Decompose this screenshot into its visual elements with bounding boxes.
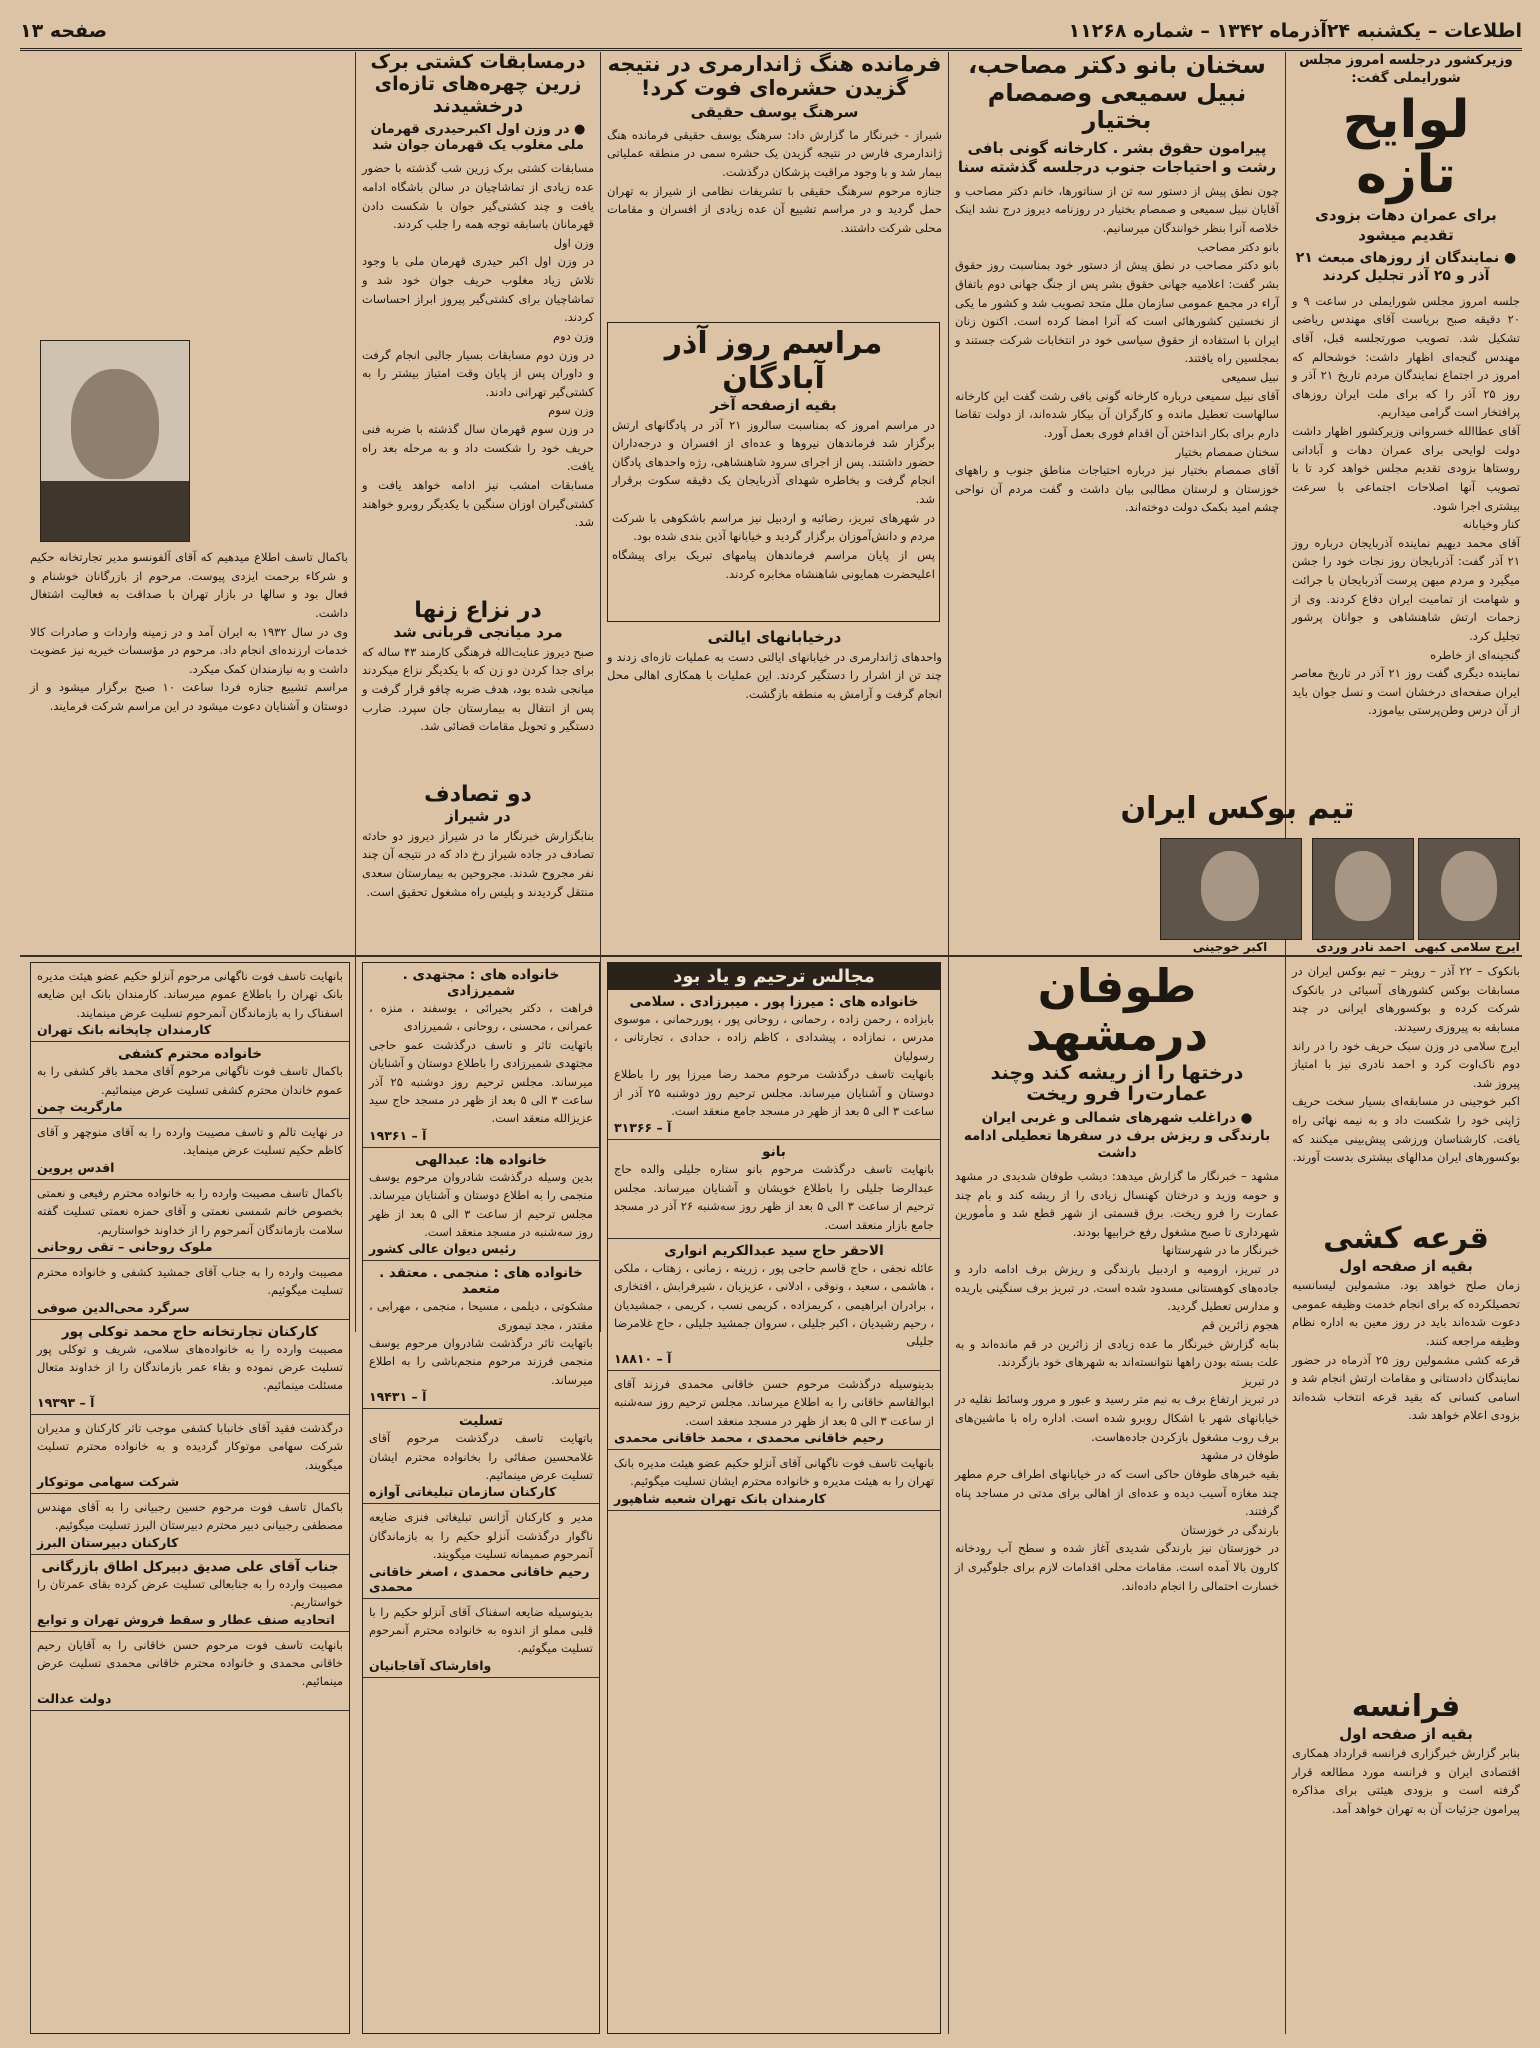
notice-title: کارکنان تجارتخانه حاج محمد توکلی پور bbox=[61, 1323, 319, 1340]
notice-signature: رئیس دیوان عالی کشور bbox=[369, 1241, 517, 1257]
column-rule bbox=[948, 962, 949, 2034]
boxing-report bbox=[1292, 962, 1520, 1217]
notice-body: مصیبت وارده را به جناب آقای جمشید کشفی و خانواده محترم تسلیت میگوئیم. bbox=[33, 1264, 343, 1298]
notice-body: مشکوتی ، دیلمی ، مسیحا ، منجمی ، مهرابی ، مقتدر ، مجد تیموری باتهایت تاثر درگذشت شادروان مرحوم یوسف منجمی فرزند مرحوم منجم‌باشی را به اطلاع میرساند. bbox=[369, 1299, 593, 1387]
lead-kicker: وزیرکشور درجلسه امروز مجلس شورایملی گفت: bbox=[1299, 52, 1513, 86]
boxing-headline: تیم بوکس ایران bbox=[1120, 791, 1355, 826]
notice-body: باتهایت تاسف درگذشت مرحوم آقای غلامحسین صفائی را بخانواده محترم ایشان تسلیت عرض مینمائیم. bbox=[365, 1431, 593, 1483]
memorial-notice-list bbox=[608, 990, 940, 1511]
wrestling-subhead: ● در وزن اول اکبرحیدری قهرمان ملی مغلوب یک قهرمان جوان شد bbox=[370, 121, 586, 154]
notice-signature: آ – ۱۹۳۹۳ bbox=[37, 1394, 95, 1410]
notice-body: مصیبت وارده را به جنابعالی تسلیت عرض کرده بقای عمرتان را خواستاریم. bbox=[33, 1576, 343, 1610]
storm-subhead-2: ● دراغلب شهرهای شمالی و غربی ایران بارندگی و ریزش برف در سفرها تعطیلی ادامه داشت bbox=[963, 1110, 1271, 1162]
wrestling-headline: درمسابقات کشتی برک زرین چهره‌های تازه‌ای درخشیدند bbox=[370, 51, 586, 117]
notice-signature: رحیم خاقانی محمدی ، اصغر خاقانی محمدی bbox=[369, 1563, 590, 1594]
section-rule bbox=[20, 955, 1522, 957]
notice-title: خانواده های : منجمی . معتقد . متعمد bbox=[379, 1265, 583, 1298]
lead-subhead-2: ● نمایندگان از روزهای مبعث ۲۱ آذر و ۲۵ آذر تجلیل کردند bbox=[1295, 250, 1517, 285]
lottery-headline: قرعه کشی bbox=[1323, 1221, 1489, 1256]
gendarm-headline: درخیابانهای ایالتی bbox=[707, 628, 842, 646]
condolence-notice bbox=[608, 990, 940, 1140]
general-headline: فرمانده هنگ ژاندارمری در نتیجه گزیدن حشره‌ای فوت کرد! bbox=[607, 52, 942, 101]
condolence-notice-list bbox=[363, 963, 599, 1678]
notice-body: عائله نجفی ، حاج قاسم حاجی پور ، زرینه ، زمانی ، زهتاب ، ملکی ، هاشمی ، سعید ، ونوقی ، ادلانی ، عزیزیان ، شیرفرابش ، افتخاری ، برادران ابراهیمی ، کریمزاده ، کریمی نسب ، کریمی ، جمشیدیان ، رحیم رشیدیان ، اکبر جلیلی ، سروان جمشید جلیلی ، حاج غلامرضا جلیلی bbox=[610, 1260, 934, 1349]
notice-body: در نهایت تالم و تاسف مصیبت وارده را به آقای منوچهر و آقای کاظم حکیم تسلیت عرض مینماید. bbox=[33, 1124, 343, 1158]
condolence-notice bbox=[31, 1180, 349, 1259]
gendarm-body: واحدهای ژاندارمری در خیابانهای ایالتی دست به عملیات تازه‌ای زدند و چند تن از اشرار را دستگیر کردند. این عملیات با همکاری اهالی محل انجام گرفت و آرامش به منطقه بازگشت. bbox=[603, 649, 942, 701]
azarabadegan-subhead: بقیه ازصفحه آخر bbox=[710, 396, 837, 414]
condolence-notice bbox=[31, 1259, 349, 1320]
notice-title: تسلیت bbox=[458, 1413, 504, 1430]
accident-article bbox=[358, 782, 594, 950]
notice-body: بدین وسیله درگذشت شادروان مرحوم یوسف منجمی را به اطلاع دوستان و آشنایان میرساند. مجلس ترحیم از ساعت ۳ الی ۵ بعد از ظهر روز سه‌شنبه در مسجد منعقد است. bbox=[365, 1169, 593, 1239]
notice-signature: اتحادیه صنف عطار و سقط فروش تهران و توابع bbox=[37, 1611, 335, 1627]
column-rule bbox=[1285, 962, 1286, 2034]
condolence-notice bbox=[363, 1261, 599, 1409]
notice-signature: آ – ۱۸۸۱۰ bbox=[614, 1350, 672, 1366]
notice-body: بانهایت تاسف درگذشت مرحوم بانو ستاره جلیلی والده حاج عبدالرضا جلیلی را باطلاع خویشان و آشنایان میرساند. مجلس ترحیم از ساعت ۳ الی ۵ بعد از ظهر روز سه‌شنبه ۲۶ آذر در مسجد جامع بازار منعقد است. bbox=[610, 1162, 934, 1232]
speech-subhead: پیرامون حقوق بشر . کارخانه گونی بافی رشت و احتیاجات جنوب درجلسه گذشته سنا bbox=[957, 138, 1277, 177]
boxer-photo-3 bbox=[1160, 838, 1302, 940]
speech-body: چون نطق پیش از دستور سه تن از سناتورها، خانم دکتر مصاحب و آقایان نبیل سمیعی و صمصام بختیار در روزنامه دیروز درج نشد اینک خلاصه آنرا بنظر خوانندگان میرسانیم. بانو دکتر مصاحب بانو دکتر مصاحب در نطق پیش از دستور خود بمناسبت روز حقوق بشر گفت: اعلامیه جهانی حقوق بشر پس از جنگ جهانی دوم باتفاق آراء در مجمع عمومی سازمان ملل متحد تصویب شد و کشور ما یکی از نخستین کشورهائی است که آنرا امضا کرده است. اکنون زنان ایران با استفاده از حقوق سیاسی خود در انتخابات شرکت جستند و بمجلسین راه یافتند. نبیل سمیعی آقای نبیل سمیعی درباره کارخانه گونی بافی رشت گفت این کارخانه سالهاست تعطیل مانده و کارگران آن بیکار شده‌اند، از دولت تقاضا دارم برای بکار انداختن آن اقدام فوری بعمل آورد. سخنان صمصام بختیار آقای صمصام بختیار نیز درباره احتیاجات مناطق جنوب و راههای خوزستان و لرستان مطالبی بیان داشت و گفت مردم آن نواحی چشم امید بکمک دولت دوخته‌اند. bbox=[955, 183, 1280, 515]
notice-signature: آ – ۱۹۴۳۱ bbox=[369, 1389, 427, 1405]
notice-signature: دولت عدالت bbox=[37, 1690, 112, 1706]
notice-body: بدینوسیله ضایعه اسفناک آقای آنزلو حکیم را با قلبی مملو از اندوه به خانواده محترم آنمرحوم تسلیت میگوئیم. bbox=[365, 1604, 593, 1656]
lottery-subhead: بقیه از صفحه اول bbox=[1339, 1256, 1473, 1275]
boxer-photo-1 bbox=[1418, 838, 1520, 940]
mashhad-storm-article bbox=[955, 959, 1279, 2032]
condolence-notice bbox=[363, 963, 599, 1148]
notice-signature: ملوک روحانی – تقی روحانی bbox=[37, 1238, 213, 1254]
notice-signature: مارگریت چمن bbox=[37, 1098, 123, 1114]
notice-body: مدیر و کارکنان آژانس تبلیغاتی فنزی ضایعه ناگوار درگذشت آنزلو حکیم را به بازماندگان آنمرحوم صمیمانه تسلیت میگویند. bbox=[365, 1510, 593, 1562]
notice-signature: سرگرد محی‌الدین صوفی bbox=[37, 1299, 190, 1315]
notice-body: بانهایت تاسف فوت ناگهانی آقای آنزلو حکیم عضو هیئت مدیره بانک تهران را به هیئت مدیره و خانواده محترم ایشان تسلیت میگوئیم. bbox=[610, 1456, 934, 1489]
memorial-notices-column bbox=[607, 962, 941, 2034]
column-rule bbox=[355, 52, 356, 1332]
boxer-caption-3: اکبر خوجینی bbox=[1192, 940, 1268, 954]
notice-signature: کارمندان چاپخانه بانک تهران bbox=[37, 1022, 212, 1038]
condolence-notice bbox=[31, 1042, 349, 1119]
lottery-body: زمان صلح خواهد بود. مشمولین لیسانسیه تحصیلکرده که برای انجام خدمت وظیفه عمومی دعوت شده‌اند باید در روز معین به اداره نظام وظیفه مراجعه کنند. قرعه کشی مشمولین روز ۲۵ آذرماه در حضور نمایندگان دادستانی و مقامات ارتش انجام شد و اسامی کسانی که بقید قرعه انتخاب شده‌اند بزودی اعلام خواهد شد. bbox=[1292, 1278, 1520, 1423]
notice-signature: آ – ۳۱۳۶۶ bbox=[614, 1120, 672, 1136]
notice-title: جناب آقای علی صدیق دبیرکل اطاق بازرگانی bbox=[41, 1558, 339, 1575]
dispute-body: صبح دیروز عنایت‌الله فرهنگی کارمند ۴۳ ساله که برای جدا کردن دو زن که با یکدیگر نزاع میکردند میانجی شده بود، هدف ضربه چاقو قرار گرفت و پس از انتقال به بیمارستان جان سپرد. ضارب دستگیر و تحویل مقامات قضائی شد. bbox=[358, 644, 595, 734]
general-body: شیراز - خبرنگار ما گزارش داد: سرهنگ یوسف حقیقی فرمانده هنگ ژاندارمری فارس در نتیجه گزیدن یک حشره سمی در منطقه عملیاتی بیمار شد و با وجود مراقبت پزشکان درگذشت. جنازه مرحوم سرهنگ حقیقی با تشریفات نظامی از شیراز به تهران حمل گردید و در مراسم تشییع آن عده زیادی از افسران و مقامات محلی شرکت داشتند. bbox=[607, 127, 942, 235]
condolence-notice bbox=[31, 1555, 349, 1632]
condolence-notice bbox=[608, 1140, 940, 1239]
notice-title: خانواده های : مجتهدی . شمیرزادی bbox=[402, 967, 560, 999]
boxer-photo-2 bbox=[1312, 838, 1414, 940]
accident-body: بنابگزارش خبرنگار ما در شیراز دیروز دو حادثه تصادف در جاده شیراز رخ داد که در نتیجه آن چند نفر مجروح شدند. مجروحین به بیمارستان سعدی منتقل گردیدند و پلیس راه مشغول تحقیق است. bbox=[358, 828, 594, 899]
notice-title: بانو bbox=[762, 1144, 786, 1161]
dispute-subhead: مرد میانجی قربانی شد bbox=[393, 623, 563, 642]
condolence-notice bbox=[31, 1320, 349, 1415]
accident-headline: دو تصادف bbox=[424, 782, 532, 807]
condolence-notices-left bbox=[30, 962, 350, 2034]
notice-signature: آ – ۱۹۳۶۱ bbox=[369, 1127, 427, 1143]
boxer-caption-2: احمد نادر وردی bbox=[1316, 940, 1406, 954]
condolence-notice bbox=[31, 963, 349, 1042]
condolence-notice-list bbox=[31, 963, 349, 1711]
notice-body: باکمال تاسف فوت ناگهانی مرحوم آقای محمد باقر کشفی را به عموم خاندان محترم کشفی تسلیت عرض مینمائیم. bbox=[33, 1064, 343, 1097]
condolence-notice bbox=[31, 1415, 349, 1494]
column-rule bbox=[948, 52, 949, 982]
condolence-notice bbox=[31, 1632, 349, 1711]
notice-signature: شرکت سهامی موتوکار bbox=[37, 1474, 180, 1490]
condolence-notice bbox=[31, 1494, 349, 1555]
condolence-notice bbox=[608, 1450, 940, 1511]
notice-body: بدینوسیله درگذشت مرحوم حسن خاقانی محمدی فرزند آقای ابوالقاسم خاقانی را به اطلاع میرساند. مجلس ترحیم روز سه‌شنبه از ساعت ۳ الی ۵ بعد از ظهر در مسجد منعقد است. bbox=[610, 1376, 934, 1428]
notice-signature: کارکنان سازمان تبلیغاتی آوازه bbox=[369, 1484, 557, 1500]
boxer-caption-1: ایرج سلامی کبهی bbox=[1414, 940, 1520, 954]
memorial-banner: مجالس ترحیم و یاد بود bbox=[608, 963, 940, 990]
condolence-notice bbox=[363, 1504, 599, 1598]
column-rule bbox=[600, 52, 601, 1332]
storm-subhead: درختها را از ریشه کند وچند عمارت‌را فرو ریخت bbox=[990, 1061, 1244, 1106]
accident-subhead: در شیراز bbox=[445, 807, 511, 826]
lottery-article bbox=[1292, 1222, 1520, 1682]
dispute-article bbox=[358, 598, 595, 776]
notice-signature: رحیم خاقانی محمدی ، محمد خاقانی محمدی bbox=[614, 1430, 884, 1446]
notice-signature: کارکنان دبیرستان البرز bbox=[37, 1534, 179, 1550]
wrestling-body: مسابقات کشتی برک زرین شب گذشته با حضور عده زیادی از تماشاچیان در سالن باشگاه ادامه یافت و چند کشتی‌گیر جوان با شکست دادن قهرمانان باسابقه توجه همه را جلب کردند. وزن اول در وزن اول اکبر حیدری قهرمان ملی با وجود تلاش زیاد مغلوب حریف جوان خود شد و تماشاچیان برای کشتی‌گیر پیروز ابراز احساسات کردند. وزن دوم در وزن دوم مسابقات بسیار جالبی انجام گرفت و داوران پس از پایان وقت امتیاز بیشتر را به کشتی‌گیر تهرانی دادند. وزن سوم در وزن سوم قهرمان سال گذشته با ضربه فنی حریف خود را شکست داد و به مرحله بعد راه یافت. مسابقات امشب نیز ادامه خواهد یافت و کشتی‌گیران اوزان سنگین با یکدیگر روبرو خواهند شد. bbox=[362, 161, 594, 530]
notice-body: بانهایت تاسف فوت مرحوم حسن خاقانی را به آقایان رحیم خاقانی محمدی و خانواده محترم خاقانی محمدی تسلیت عرض مینمائیم. bbox=[33, 1637, 343, 1689]
notice-body: باکمال تاسف فوت مرحوم حسین رجبیانی را به آقای مهندس مصطفی رجبیانی دبیر محترم دبیرستان البرز تسلیت میگوئیم. bbox=[33, 1500, 343, 1533]
france-article bbox=[1288, 1689, 1520, 2030]
senate-speech-article bbox=[955, 52, 1279, 790]
condolence-notice bbox=[31, 1119, 349, 1180]
condolence-notice bbox=[363, 1148, 599, 1262]
masthead bbox=[20, 14, 1522, 51]
notice-signature: اقدس پروین bbox=[37, 1159, 115, 1175]
notice-body: بابزاده ، رحمن زاده ، رحمانی ، روحانی پور ، پوررحمانی ، موسوی مدرس ، نمازاده ، پیشدادی ، کاظم زاده ، حدادی ، تجارتانی ، رسولیان بانهایت تاسف درگذشت مرحوم محمد رضا میرزا پور را باطلاع دوستان و آشنایان میرساند. مجلس ترحیم روز دوشنبه ۲۵ آذر از ساعت ۳ الی ۵ بعد از ظهر در مسجد جامع منعقد است. bbox=[614, 1012, 934, 1118]
wrestling-article bbox=[362, 52, 594, 592]
notice-body: درگذشت فقید آقای خانبابا کشفی موجب تاثر کارکنان و مدیران شرکت سهامی موتوکار گردیده و به خانواده محترم تسلیت میگویند. bbox=[33, 1420, 343, 1472]
notice-body: باکمال تاسف مصیبت وارده را به خانواده محترم رفیعی و نعمتی بخصوص خانم شمسی نعمتی و آقای حمزه نعمتی تسلیت گفته سلامت بازماندگان آنمرحوم را از خداوند خواستاریم. bbox=[33, 1185, 343, 1237]
azarabadegan-article bbox=[607, 322, 940, 622]
condolence-notices-middle bbox=[362, 962, 600, 2034]
notice-signature: وافارشاک آقاجانیان bbox=[369, 1657, 492, 1673]
masthead-paper-info: اطلاعات – یکشنبه ۲۴آذرماه ۱۳۴۲ – شماره ۱۱۲۶۸ bbox=[1068, 20, 1522, 42]
france-subhead: بقیه از صفحه اول bbox=[1339, 1724, 1473, 1743]
azarabadegan-body: در مراسم امروز که بمناسبت سالروز ۲۱ آذر در پادگانهای ارتش برگزار شد فرماندهان نیروها و عده‌ای از افسران و درجه‌داران حضور داشتند. پس از اجرای سرود شاهنشاهی، رژه واحدهای پادگان انجام گرفت و بخاطره شهدای آذربایجان یک دقیقه سکوت برقرار شد. در شهرهای تبریز، رضائیه و اردبیل نیز مراسم باشکوهی با شرکت مردم و دانش‌آموزان برگزار گردید و خیابانها آذین بندی شده بود. پس از پایان مراسم فرماندهان پیامهای تبریک برای پیشگاه اعلیحضرت همایونی شاهنشاه مخابره کردند. bbox=[612, 417, 935, 581]
condolence-notice bbox=[363, 1409, 599, 1504]
gendarmerie-commander-article bbox=[607, 52, 942, 317]
notice-body: فراهت ، دکتر بحیرائی ، یوسفند ، منزه ، عمرانی ، محسنی ، روحانی ، شمیرزادی باتهایت تاثر و تاسف درگذشت عمو حاجی مجتهدی شمیرزادی را باطلاع دوستان و آشنایان میرساند. مجلس ترحیم روز دوشنبه ۲۵ آذر ساعت ۳ الی ۵ بعد از ظهر در مسجد حاج سید عزیزالله منعقد است. bbox=[369, 1001, 593, 1126]
gendarmerie-streets-article bbox=[603, 628, 942, 950]
general-subhead: سرهنگ یوسف حقیقی bbox=[690, 103, 859, 122]
notice-signature: کارمندان بانک تهران شعبه شاهپور bbox=[614, 1490, 826, 1506]
france-headline: فرانسه bbox=[1351, 1689, 1461, 1724]
lead-headline: لوایح تازه bbox=[1342, 90, 1470, 205]
france-body: بنابر گزارش خبرگزاری فرانسه قرارداد همکاری اقتصادی ایران و فرانسه مورد مطالعه قرار گرفته است و بزودی هیئتی برای مذاکره پیرامون جزئیات آن به تهران خواهد آمد. bbox=[1288, 1746, 1520, 1816]
lead-body: جلسه امروز مجلس شورایملی در ساعت ۹ و ۲۰ دقیقه صبح بریاست آقای مهندس ریاضی تشکیل شد. تصویب صورتجلسه قبل، آقای مهندس گنجه‌ای اظهار داشت: خوشحالم که امروز در اجتماع نمایندگان مردم تاریخ ۲۱ آذر و روز ۲۵ آذر را که برای ملت ایران روزهای پرافتخار است گرامی میداریم. آقای عطاالله خسروانی وزیرکشور اظهار داشت دولت لوایحی برای عمران دهات و آبادانی روستاها بزودی تقدیم مجلس خواهد کرد تا با تصویب آنها اصلاحات اجتماعی با سرعت بیشتری اجرا شود. کنار وخیابانه آقای محمد دیهیم نماینده آذربایجان درباره روز ۲۱ آذر گفت: آذربایجان روز نجات خود را جشن میگیرد و مردم میهن پرست آذربایجان با جرائت و شهامت از تمامیت ایران دفاع کردند. وی از زحمات ارتش شاهنشاهی و جوانان پرشور تجلیل کرد. گنجینه‌ای از خاطره نماینده دیگری گفت روز ۲۱ آذر در تاریخ معاصر ایران صفحه‌ای درخشان است و نسل جوان باید از آن درس وطن‌پرستی بیاموزد. bbox=[1292, 293, 1520, 718]
notice-title: خانواده های : میرزا پور . میبرزادی . سلامی bbox=[629, 994, 919, 1010]
obituary-body: باکمال تاسف اطلاع میدهیم که آقای آلفونسو مدیر تجارتخانه حکیم و شرکاء برحمت ایزدی پیوست. مرحوم از بازرگانان خوشنام و فعال بود و سالها در بازار تهران با صداقت به فعالیت اشتغال داشت. وی در سال ۱۹۳۲ به ایران آمد و در زمینه واردات و صادرات کالا خدمات ارزنده‌ای انجام داد. مرحوم در مؤسسات خیریه نیز عضویت داشت و به نیازمندان کمک میکرد. مراسم تشییع جنازه فردا ساعت ۱۰ صبح برگزار میشود و از دوستان و آشنایان دعوت میشود در این مراسم شرکت فرمایند. bbox=[30, 550, 348, 713]
condolence-notice bbox=[608, 1239, 940, 1371]
storm-headline: طوفان درمشهد bbox=[1025, 959, 1209, 1062]
dispute-headline: در نزاع زنها bbox=[414, 598, 542, 623]
storm-body: مشهد – خبرنگار ما گزارش میدهد: دیشب طوفان شدیدی در مشهد و حومه وزید و درختان کهنسال زیادی را از ریشه کند و بام چند عمارت را فرو ریخت. برق قسمتی از شهر قطع شد و مأمورین شهرداری تا صبح مشغول رفع خرابیها بودند. خبرنگار ما در شهرستانها در تبریز، ارومیه و اردبیل بارندگی و ریزش برف ادامه دارد و جاده‌های کوهستانی مسدود شده است. در تبریز برف سنگینی باریده و مدارس تعطیل گردید. هجوم زائرین قم بنابه گزارش خبرنگار ما عده زیادی از زائرین در قم مانده‌اند و به علت بسته بودن راهها نتوانسته‌اند به شهرهای خود بازگردند. در تبریز در تبریز ارتفاع برف به نیم متر رسید و عبور و مرور وسائط نقلیه در خیابانهای شهر با اشکال روبرو شده است. اداره راه با ماشین‌های برف روب مشغول بازکردن جاده‌هاست. طوفان در مشهد بقیه خبرهای طوفان حاکی است که در خیابانهای اطراف حرم مطهر چند مغازه آسیب دیده و عده‌ای از اهالی برای مدتی در مساجد پناه گرفتند. بارندگی در خوزستان در خوزستان نیز بارندگی شدیدی آغاز شده و سطح آب رودخانه کارون بالا آمده است. مقامات محلی اقدامات لازم برای جلوگیری از خسارت احتمالی را انجام داده‌اند. bbox=[955, 1168, 1279, 1593]
lead-subhead: برای عمران دهات بزودی تقدیم میشود bbox=[1315, 206, 1497, 244]
notice-body: مصیبت وارده را به خانواده‌های سلامی، شریف و توکلی پور تسلیت عرض نموده و بقاء عمر بازماندگان را از خداوند متعال مسئلت مینمائیم. bbox=[33, 1341, 343, 1393]
condolence-notice bbox=[608, 1371, 940, 1450]
notice-title: خانواده محترم کشفی bbox=[117, 1046, 263, 1063]
notice-title: خانواده ها: عبدالهی bbox=[415, 1151, 547, 1168]
speech-headline: سخنان بانو دکتر مصاحب، نبیل سمیعی وصمصام بختیار bbox=[968, 51, 1266, 135]
obituary-article bbox=[30, 52, 348, 952]
condolence-notice bbox=[363, 1599, 599, 1678]
page-number: صفحه ۱۳ bbox=[20, 20, 108, 42]
boxing-body: بانکوک – ۲۲ آذر – رویتر – تیم بوکس ایران در مسابقات بوکس کشورهای آسیائی در بانکوک شرکت کرده و بوکسورهای ایرانی در چند مسابقه به پیروزی رسیدند. ایرج سلامی در وزن سبک حریف خود را در راند دوم ناک‌اوت کرد و احمد نادری نیز با امتیاز پیروز شد. اکبر خوجینی در مسابقه‌ای بسیار سخت حریف ژاپنی خود را شکست داد و به نیمه نهائی راه یافت. کارشناسان ورزشی پیش‌بینی میکنند که بوکسورهای ایران مدالهای بیشتری بدست آورند. bbox=[1292, 964, 1521, 1165]
notice-body: بانهایت تاسف فوت ناگهانی مرحوم آنزلو حکیم عضو هیئت مدیره بانک تهران را باطلاع عموم میرساند. کارمندان بانک این ضایعه اسفناک را به بازماندگان آنمرحوم تسلیت عرض مینمایند. bbox=[33, 969, 343, 1020]
notice-title: الاحقر حاج سید عبدالکریم انواری bbox=[664, 1242, 884, 1259]
azarabadegan-headline: مراسم روز آذر آبادگان bbox=[664, 326, 883, 396]
